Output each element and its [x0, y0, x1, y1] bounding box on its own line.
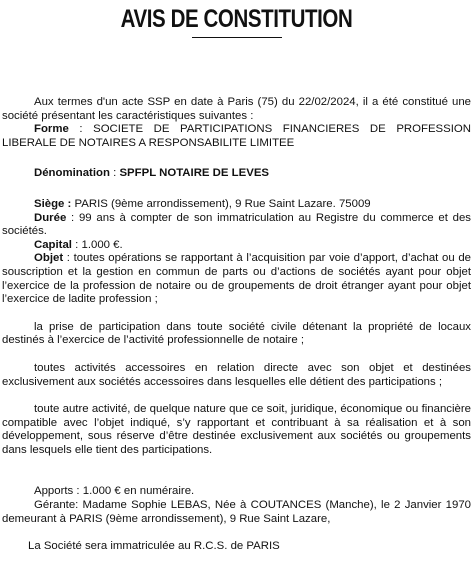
denomination-paragraph — [2, 167, 471, 181]
activites-accessoires-paragraph: toutes activités accessoires en relation directe avec son objet et destinées exclusivement aux sociétés accessoires dans lesquelles elle détient des participations ; — [2, 361, 471, 388]
autre-activite-paragraph: toute autre activité, de quelque nature que ce soit, juridique, économique ou financière compatible avec l’objet indiqué, s’y rapportant et contribuant à sa réalisation et à son développement, sous réserve d’être destinée exclusivement aux sociétés ou groupements dans lesquels elle tient des participations. — [2, 403, 471, 456]
siege-value: PARIS (9ème arrondissement), 9 Rue Saint Lazare. 75009 — [71, 197, 371, 210]
objet-paragraph — [2, 252, 471, 306]
siege-label: Siège : — [34, 197, 72, 210]
forme-label: Forme — [34, 123, 69, 136]
denomination-value: SPFPL NOTAIRE DE LEVES — [119, 167, 270, 180]
rcs-paragraph: La Société sera immatriculée au R.C.S. de PARIS — [28, 540, 280, 553]
siege-paragraph — [2, 198, 471, 212]
capital-value: : 1.000 €. — [71, 238, 123, 251]
notice-body — [2, 96, 471, 554]
prise-participation-paragraph: la prise de participation dans toute société civile détenant la propriété de locaux destinés à l’exercice de l’activité professionnelle de notaire ; — [2, 320, 471, 347]
denomination-label: Dénomination — [34, 167, 110, 180]
duree-value: : 99 ans à compter de son immatriculation au Registre du commerce et des sociétés. — [2, 211, 471, 238]
apports-paragraph: Apports : 1.000 € en numéraire. — [34, 485, 195, 498]
gerante-paragraph: Gérante: Madame Sophie LEBAS, Née à COUTANCES (Manche), le 2 Janvier 1970 demeurant à PARIS (9ème arrondissement), 9 Rue Saint Lazare, — [2, 499, 471, 525]
duree-paragraph — [2, 212, 471, 239]
intro-paragraph: Aux termes d'un acte SSP en date à Paris (75) du 22/02/2024, il a été constitué une société présentant les caractéristiques suivantes : — [2, 96, 471, 122]
capital-label: Capital — [34, 238, 72, 251]
duree-label: Durée — [34, 211, 67, 224]
objet-label: Objet — [34, 252, 64, 265]
denomination-separator: : — [109, 167, 120, 180]
forme-paragraph — [2, 123, 471, 150]
notice-title: AVIS DE CONSTITUTION — [120, 5, 353, 33]
title-underline — [192, 37, 282, 38]
forme-value: : SOCIETE DE PARTICIPATIONS FINANCIERES DE PROFESSION LIBERALE DE NOTAIRES A RESPONSABILITE LIMITEE — [2, 123, 471, 149]
objet-value: : toutes opérations se rapportant à l’acquisition par voie d’apport, d’achat ou de souscription et la gestion en commun de parts ou d’actions de sociétés ayant pour objet l’exercice de la profession de notaire ou de groupements de droit étranger ayant pour objet l’exercice de ladite profession ; — [2, 252, 471, 306]
capital-paragraph — [2, 239, 471, 253]
